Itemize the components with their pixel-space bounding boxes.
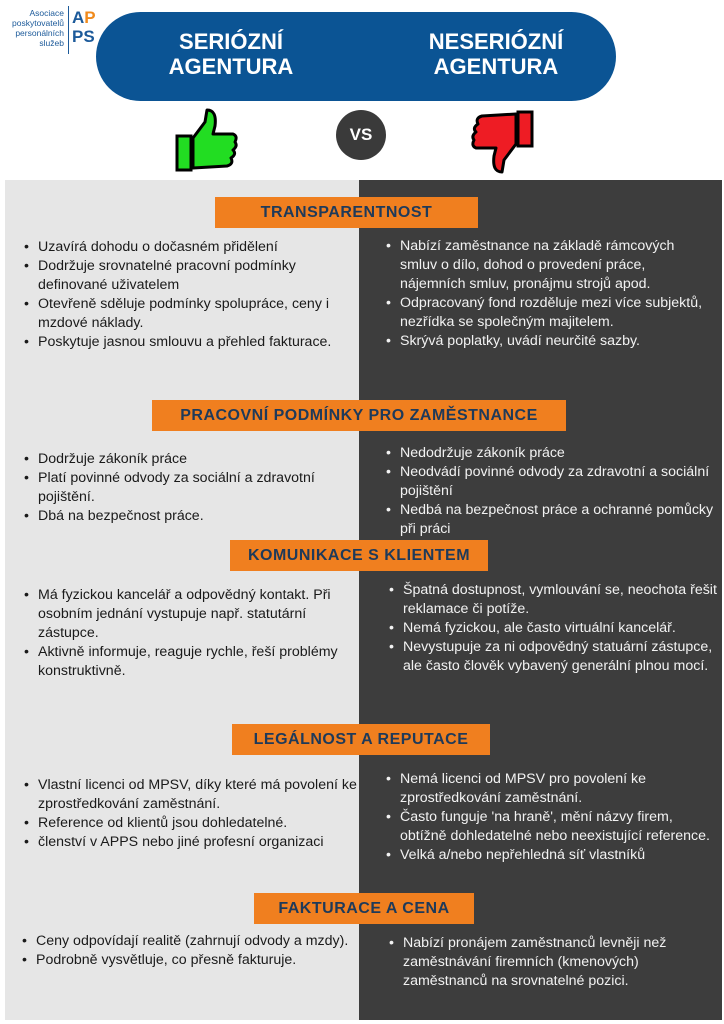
section-heading-client-communication: KOMUNIKACE S KLIENTEM	[230, 540, 488, 571]
good-list	[22, 586, 357, 681]
list-item: • Špatná dostupnost, vymlouvání se, neochota řešit reklamace či potíže.	[387, 581, 717, 619]
list-item: • Často funguje 'na hraně', mění názvy firem, obtížně dohledatelné nebo neexistující reference.	[384, 808, 714, 846]
list-item: • Poskytuje jasnou smlouvu a přehled fakturace.	[22, 333, 357, 352]
list-item: • Nevystupuje za ni odpovědný statuární zástupce, ale často člověk vybavený generální plnou mocí.	[387, 638, 717, 676]
list-item: • Nabízí pronájem zaměstnanců levněji než zaměstnávání firemních (kmenových) zaměstnanců na srovnatelné pozici.	[387, 934, 717, 991]
bad-list	[387, 934, 717, 991]
thumbs-up-icon	[175, 108, 239, 174]
list-item: • Vlastní licenci od MPSV, díky které má povolení ke zprostředkování zaměstnání.	[22, 776, 357, 814]
list-item: • Podrobně vysvětluje, co přesně fakturuje.	[20, 951, 355, 970]
list-item: • Má fyzickou kancelář a odpovědný kontakt. Při osobním jednání vystupuje např. statutární zástupce.	[22, 586, 357, 643]
logo-mark: AP PS	[72, 8, 96, 46]
header-banner	[96, 12, 616, 101]
list-item: • Skrývá poplatky, uvádí neurčité sazby.	[384, 332, 714, 351]
apps-logo	[8, 6, 98, 54]
list-item: • Odpracovaný fond rozděluje mezi více subjektů, nezřídka se společným majitelem.	[384, 294, 714, 332]
list-item: • Neodvádí povinné odvody za zdravotní a sociální pojištění	[384, 463, 714, 501]
section-heading-invoicing: FAKTURACE A CENA	[254, 893, 474, 924]
good-list	[22, 450, 357, 526]
bad-list	[384, 770, 714, 865]
good-list	[22, 238, 357, 352]
list-item: • Platí povinné odvody za sociální a zdravotní pojištění.	[22, 469, 357, 507]
vs-badge: VS	[336, 110, 386, 160]
good-list	[20, 932, 355, 970]
list-item: • Dodržuje srovnatelné pracovní podmínky definované uživatelem	[22, 257, 357, 295]
list-item: • Dodržuje zákoník práce	[22, 450, 357, 469]
bad-list	[387, 581, 717, 676]
good-list	[22, 776, 357, 852]
list-item: • členství v APPS nebo jiné profesní organizaci	[22, 833, 357, 852]
header-right-title: NESERIÓZNÍ AGENTURA	[428, 29, 564, 79]
logo-line: služeb	[39, 38, 64, 48]
section-heading-legality: LEGÁLNOST A REPUTACE	[232, 724, 490, 755]
list-item: • Dbá na bezpečnost práce.	[22, 507, 357, 526]
header-left-title: SERIÓZNÍ AGENTURA	[168, 29, 294, 79]
list-item: • Nedodržuje zákoník práce	[384, 444, 714, 463]
bad-list	[384, 237, 714, 351]
list-item: • Nemá fyzickou, ale často virtuální kancelář.	[387, 619, 717, 638]
logo-line: personálních	[15, 28, 64, 38]
list-item: • Nedbá na bezpečnost práce a ochranné pomůcky při práci	[384, 501, 714, 539]
list-item: • Ceny odpovídají realitě (zahrnují odvody a mzdy).	[20, 932, 355, 951]
bad-list	[384, 444, 714, 539]
section-heading-transparency: TRANSPARENTNOST	[215, 197, 478, 228]
list-item: • Nabízí zaměstnance na základě rámcových smluv o dílo, dohod o provedení práce, nájemních smluv, pronájmu strojů apod.	[384, 237, 714, 294]
logo-line: Asociace	[29, 8, 64, 18]
thumbs-down-icon	[470, 108, 534, 174]
list-item: • Velká a/nebo nepřehledná síť vlastníků	[384, 846, 714, 865]
list-item: • Otevřeně sděluje podmínky spolupráce, ceny i mzdové náklady.	[22, 295, 357, 333]
list-item: • Aktivně informuje, reaguje rychle, řeší problémy konstruktivně.	[22, 643, 357, 681]
list-item: • Reference od klientů jsou dohledatelné.	[22, 814, 357, 833]
logo-line: poskytovatelů	[12, 18, 64, 28]
section-heading-working-conditions: PRACOVNÍ PODMÍNKY PRO ZAMĚSTNANCE	[152, 400, 566, 431]
list-item: • Nemá licenci od MPSV pro povolení ke zprostředkování zaměstnání.	[384, 770, 714, 808]
list-item: • Uzavírá dohodu o dočasném přidělení	[22, 238, 357, 257]
logo-text	[12, 8, 64, 48]
logo-divider	[68, 6, 69, 54]
